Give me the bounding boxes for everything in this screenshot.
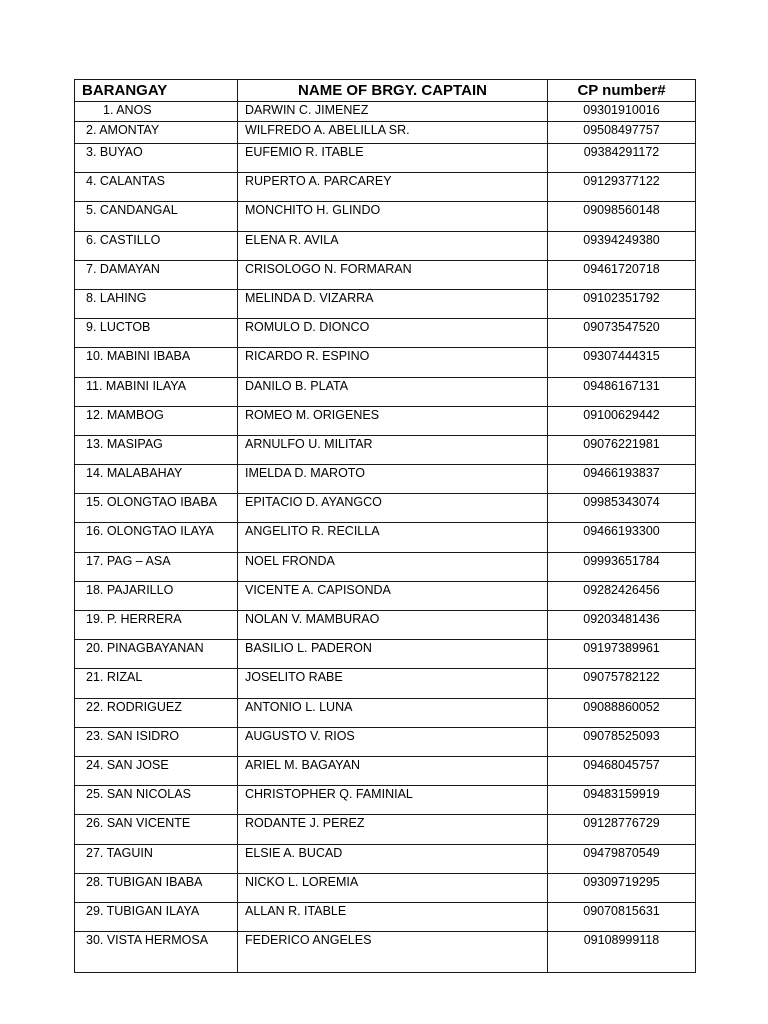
header-cp-number: CP number# — [548, 80, 696, 102]
table-row — [75, 122, 696, 144]
barangay-cell: 2. AMONTAY — [75, 122, 238, 144]
barangay-cell: 26. SAN VICENTE — [75, 815, 238, 844]
cp-number-cell: 09100629442 — [548, 406, 696, 435]
barangay-cell: 24. SAN JOSE — [75, 756, 238, 785]
table-row — [75, 581, 696, 610]
table-row — [75, 786, 696, 815]
cp-number-cell: 09985343074 — [548, 494, 696, 523]
cp-number-cell: 09098560148 — [548, 202, 696, 231]
captain-name-cell: ELENA R. AVILA — [238, 231, 548, 260]
table-row — [75, 465, 696, 494]
barangay-cell: 18. PAJARILLO — [75, 581, 238, 610]
barangay-cell: 9. LUCTOB — [75, 319, 238, 348]
table-row — [75, 669, 696, 698]
captain-name-cell: JOSELITO RABE — [238, 669, 548, 698]
cp-number-cell: 09479870549 — [548, 844, 696, 873]
cp-number-cell: 09102351792 — [548, 289, 696, 318]
table-row — [75, 494, 696, 523]
captain-name-cell: FEDERICO ANGELES — [238, 932, 548, 973]
table-row — [75, 932, 696, 973]
captain-name-cell: NICKO L. LOREMIA — [238, 873, 548, 902]
captain-name-cell: RICARDO R. ESPINO — [238, 348, 548, 377]
captain-name-cell: ANTONIO L. LUNA — [238, 698, 548, 727]
cp-number-cell: 09197389961 — [548, 640, 696, 669]
barangay-cell: 4. CALANTAS — [75, 173, 238, 202]
barangay-cell: 17. PAG – ASA — [75, 552, 238, 581]
cp-number-cell: 09468045757 — [548, 756, 696, 785]
barangay-captain-table — [74, 79, 696, 973]
captain-name-cell: ROMEO M. ORIGENES — [238, 406, 548, 435]
table-row — [75, 552, 696, 581]
table-row — [75, 727, 696, 756]
cp-number-cell: 09483159919 — [548, 786, 696, 815]
barangay-cell: 8. LAHING — [75, 289, 238, 318]
table-row — [75, 231, 696, 260]
captain-name-cell: BASILIO L. PADERON — [238, 640, 548, 669]
captain-name-cell: RODANTE J. PEREZ — [238, 815, 548, 844]
cp-number-cell: 09076221981 — [548, 435, 696, 464]
captain-name-cell: VICENTE A. CAPISONDA — [238, 581, 548, 610]
table-row — [75, 144, 696, 173]
cp-number-cell: 09301910016 — [548, 102, 696, 122]
captain-name-cell: ROMULO D. DIONCO — [238, 319, 548, 348]
table-row — [75, 756, 696, 785]
table-row — [75, 523, 696, 552]
barangay-cell: 27. TAGUIN — [75, 844, 238, 873]
table-row — [75, 102, 696, 122]
table-body — [75, 102, 696, 973]
barangay-cell: 1. ANOS — [75, 102, 238, 122]
cp-number-cell: 09394249380 — [548, 231, 696, 260]
cp-number-cell: 09073547520 — [548, 319, 696, 348]
captain-name-cell: IMELDA D. MAROTO — [238, 465, 548, 494]
cp-number-cell: 09461720718 — [548, 260, 696, 289]
barangay-cell: 12. MAMBOG — [75, 406, 238, 435]
barangay-cell: 14. MALABAHAY — [75, 465, 238, 494]
captain-name-cell: NOEL FRONDA — [238, 552, 548, 581]
barangay-cell: 16. OLONGTAO ILAYA — [75, 523, 238, 552]
captain-name-cell: CRISOLOGO N. FORMARAN — [238, 260, 548, 289]
captain-name-cell: ALLAN R. ITABLE — [238, 902, 548, 931]
barangay-cell: 19. P. HERRERA — [75, 611, 238, 640]
table-row — [75, 698, 696, 727]
table-row — [75, 289, 696, 318]
table-row — [75, 902, 696, 931]
table-row — [75, 640, 696, 669]
barangay-cell: 30. VISTA HERMOSA — [75, 932, 238, 973]
table-row — [75, 319, 696, 348]
barangay-cell: 23. SAN ISIDRO — [75, 727, 238, 756]
header-barangay: BARANGAY — [75, 80, 238, 102]
cp-number-cell: 09070815631 — [548, 902, 696, 931]
captain-name-cell: ARIEL M. BAGAYAN — [238, 756, 548, 785]
table-row — [75, 260, 696, 289]
captain-name-cell: ANGELITO R. RECILLA — [238, 523, 548, 552]
table-row — [75, 815, 696, 844]
table-row — [75, 611, 696, 640]
captain-name-cell: AUGUSTO V. RIOS — [238, 727, 548, 756]
cp-number-cell: 09128776729 — [548, 815, 696, 844]
header-captain-name: NAME OF BRGY. CAPTAIN — [238, 80, 548, 102]
table-row — [75, 435, 696, 464]
barangay-cell: 22. RODRIGUEZ — [75, 698, 238, 727]
captain-name-cell: WILFREDO A. ABELILLA SR. — [238, 122, 548, 144]
table-row — [75, 377, 696, 406]
cp-number-cell: 09282426456 — [548, 581, 696, 610]
table-row — [75, 844, 696, 873]
barangay-cell: 29. TUBIGAN ILAYA — [75, 902, 238, 931]
barangay-cell: 11. MABINI ILAYA — [75, 377, 238, 406]
cp-number-cell: 09309719295 — [548, 873, 696, 902]
cp-number-cell: 09078525093 — [548, 727, 696, 756]
barangay-cell: 21. RIZAL — [75, 669, 238, 698]
cp-number-cell: 09088860052 — [548, 698, 696, 727]
cp-number-cell: 09307444315 — [548, 348, 696, 377]
captain-name-cell: RUPERTO A. PARCAREY — [238, 173, 548, 202]
barangay-cell: 20. PINAGBAYANAN — [75, 640, 238, 669]
barangay-cell: 7. DAMAYAN — [75, 260, 238, 289]
cp-number-cell: 09384291172 — [548, 144, 696, 173]
table-row — [75, 173, 696, 202]
cp-number-cell: 09993651784 — [548, 552, 696, 581]
barangay-cell: 28. TUBIGAN IBABA — [75, 873, 238, 902]
captain-name-cell: ARNULFO U. MILITAR — [238, 435, 548, 464]
cp-number-cell: 09075782122 — [548, 669, 696, 698]
cp-number-cell: 09466193300 — [548, 523, 696, 552]
barangay-cell: 13. MASIPAG — [75, 435, 238, 464]
cp-number-cell: 09203481436 — [548, 611, 696, 640]
cp-number-cell: 09508497757 — [548, 122, 696, 144]
barangay-cell: 3. BUYAO — [75, 144, 238, 173]
cp-number-cell: 09486167131 — [548, 377, 696, 406]
barangay-cell: 25. SAN NICOLAS — [75, 786, 238, 815]
table-row — [75, 406, 696, 435]
table-row — [75, 202, 696, 231]
table-header-row — [75, 80, 696, 102]
captain-name-cell: CHRISTOPHER Q. FAMINIAL — [238, 786, 548, 815]
captain-name-cell: NOLAN V. MAMBURAO — [238, 611, 548, 640]
cp-number-cell: 09108999118 — [548, 932, 696, 973]
cp-number-cell: 09129377122 — [548, 173, 696, 202]
cp-number-cell: 09466193837 — [548, 465, 696, 494]
barangay-cell: 6. CASTILLO — [75, 231, 238, 260]
captain-name-cell: MELINDA D. VIZARRA — [238, 289, 548, 318]
barangay-cell: 5. CANDANGAL — [75, 202, 238, 231]
captain-name-cell: ELSIE A. BUCAD — [238, 844, 548, 873]
barangay-cell: 10. MABINI IBABA — [75, 348, 238, 377]
barangay-cell: 15. OLONGTAO IBABA — [75, 494, 238, 523]
captain-name-cell: MONCHITO H. GLINDO — [238, 202, 548, 231]
table-row — [75, 348, 696, 377]
captain-name-cell: EPITACIO D. AYANGCO — [238, 494, 548, 523]
captain-name-cell: DANILO B. PLATA — [238, 377, 548, 406]
captain-name-cell: DARWIN C. JIMENEZ — [238, 102, 548, 122]
table-row — [75, 873, 696, 902]
captain-name-cell: EUFEMIO R. ITABLE — [238, 144, 548, 173]
